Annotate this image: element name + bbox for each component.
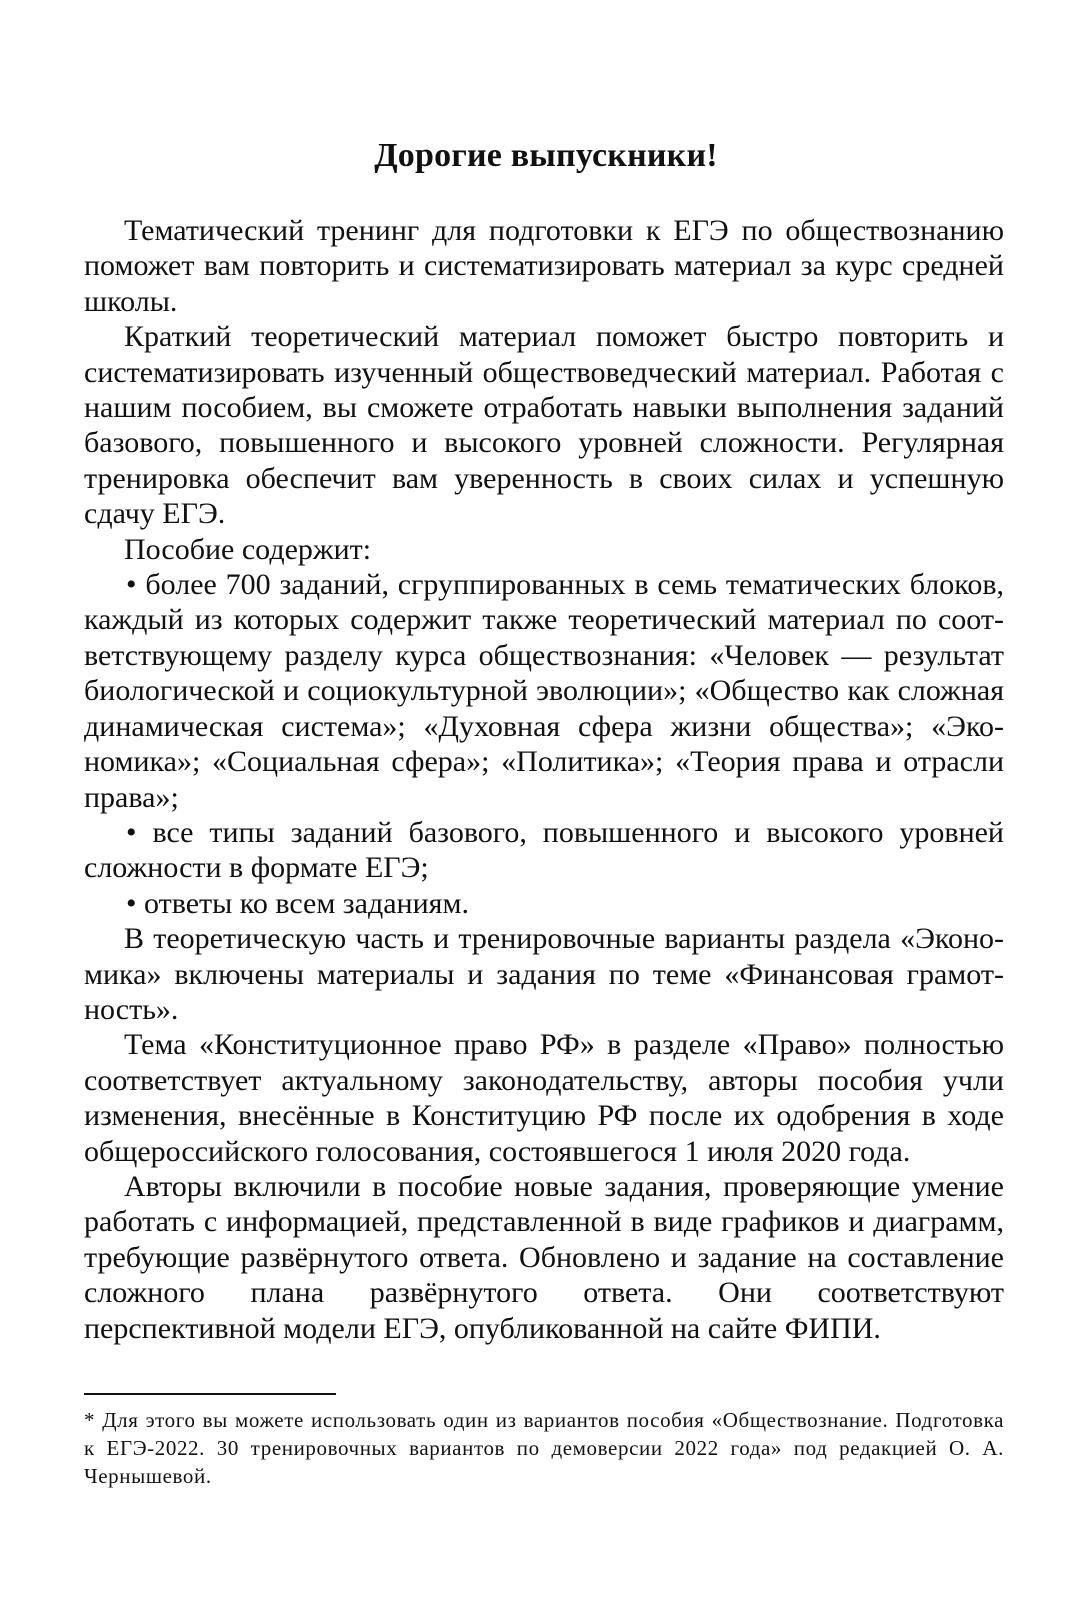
body-text <box>84 213 1004 1346</box>
paragraph-contents-heading: Пособие содержит: <box>124 532 372 566</box>
footnote-text: * Для этого вы можете использовать один из вариантов пособия «Обществознание. Подготовка к ЕГЭ-2022. 30 тренировочных вариантов по демоверсии 2022 года» под редакцией О. А. Чернышевой. <box>84 1408 1004 1488</box>
bullet-item-answers: • ответы ко всем заданиям. <box>126 886 469 920</box>
paragraph-constitution: Тема «Конституционное право РФ» в разделе «Право» полностью соответствует актуальному законодательству, авторы пособия учли изменения, внесённые в Конституцию РФ после их одобрения в ходе общероссийского голосования, состоявшегося 1 июля 2020 года. <box>84 1028 1004 1168</box>
paragraph-theory: Краткий теоретический материал поможет быстро повторить и систематизировать изученный обществоведческий материал. Работая с нашим пособием, вы сможете отработать навыки выполнения заданий базового, повышенного и высокого уровней сложности. Регулярная тренировка обеспечит вам уверенность в своих силах и успешную сдачу ЕГЭ. <box>84 320 1004 531</box>
bullet-item-types: • все типы заданий базового, повышенного и высокого уровней сложности в формате ЕГЭ; <box>84 815 1004 885</box>
footnote-divider <box>84 1393 336 1395</box>
paragraph-economics: В теоретическую часть и тренировочные варианты раздела «Экономика» включены материалы и задания по теме «Финансовая грамотность». <box>84 922 1004 1026</box>
paragraph-new-tasks: Авторы включили в пособие новые задания, проверяющие умение работать с информацией, представленной в виде графиков и диаграмм, требующие развёрнутого ответа. Обновлено и задание на составление сложного плана развёрнутого ответа. Они соответствуют перспективной модели ЕГЭ, опубликованной на сайте ФИПИ. <box>84 1169 1004 1345</box>
page-title: Дорогие выпускники! <box>374 137 718 174</box>
footnote <box>84 1406 1004 1490</box>
bullet-item-tasks: • более 700 заданий, сгруппированных в семь тематических блоков, каждый из которых содержит также теоретический материал по соответствующему разделу курса обществознания: «Человек — результат биологической и социокультурной эволюции»; «Общество как сложная динамическая система»; «Духовная сфера жизни общества»; «Экономика»; «Социальная сфера»; «Политика»; «Теория права и отрасли права»; <box>84 568 1004 814</box>
paragraph-intro: Тематический тренинг для подготовки к ЕГЭ по обществознанию поможет вам повторить и систематизировать материал за курс средней школы. <box>84 214 1004 318</box>
